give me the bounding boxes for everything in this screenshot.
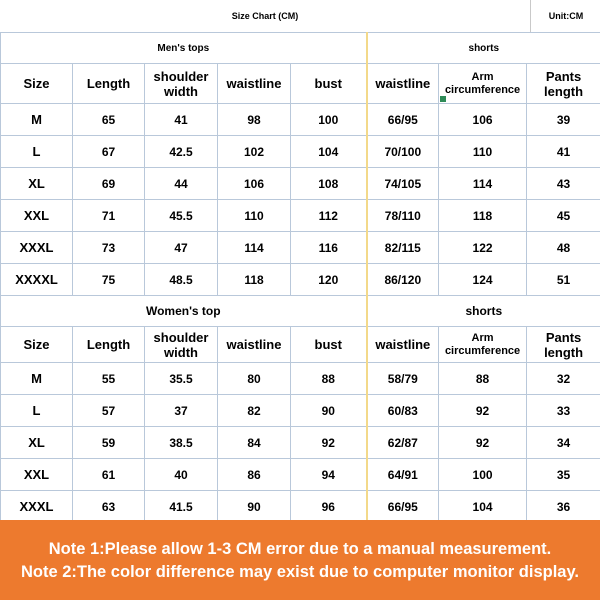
col-header-bust: bust [291,327,367,363]
table-cell: 100 [291,104,367,136]
col-header-shoulder-width: shoulder width [145,64,218,104]
col-header-waistline: waistline [218,327,291,363]
col-header-shoulder-width: shoulder width [145,327,218,363]
table-cell: 59 [73,427,145,459]
notes-banner [0,520,600,600]
table-cell: 51 [527,264,600,296]
table-cell: 39 [527,104,600,136]
table-cell: 69 [73,168,145,200]
table-cell: 48.5 [145,264,218,296]
col-header-bust: bust [291,64,367,104]
table-cell: 35.5 [145,363,218,395]
table-cell: 100 [439,459,527,491]
mens-header-row [1,64,600,104]
table-cell: 41 [145,104,218,136]
table-cell: 86 [218,459,291,491]
table-row [1,395,600,427]
table-cell: 90 [291,395,367,427]
table-cell: 44 [145,168,218,200]
table-cell: 66/95 [367,491,439,523]
table-cell: 38.5 [145,427,218,459]
table-cell: 90 [218,491,291,523]
header-corner-mark [440,96,446,102]
size-label: XXXL [1,491,73,523]
size-label: L [1,395,73,427]
table-cell: 88 [439,363,527,395]
size-label: XXL [1,200,73,232]
table-cell: 36 [527,491,600,523]
table-cell: 57 [73,395,145,427]
table-cell: 58/79 [367,363,439,395]
size-label: XXXL [1,232,73,264]
table-cell: 124 [439,264,527,296]
table-cell: 41 [527,136,600,168]
table-cell: 64/91 [367,459,439,491]
table-cell: 92 [439,395,527,427]
table-cell: 42.5 [145,136,218,168]
table-cell: 104 [439,491,527,523]
table-cell: 45.5 [145,200,218,232]
table-cell: 45 [527,200,600,232]
unit-label: Unit:CM [530,0,600,32]
table-row [1,168,600,200]
table-cell: 118 [439,200,527,232]
table-cell: 40 [145,459,218,491]
table-row [1,136,600,168]
table-cell: 65 [73,104,145,136]
col-header-size: Size [1,327,73,363]
table-cell: 116 [291,232,367,264]
table-cell: 73 [73,232,145,264]
table-cell: 120 [291,264,367,296]
size-label: M [1,363,73,395]
table-cell: 63 [73,491,145,523]
size-label: XXL [1,459,73,491]
table-cell: 96 [291,491,367,523]
table-cell: 92 [291,427,367,459]
table-cell: 112 [291,200,367,232]
table-cell: 104 [291,136,367,168]
col-header-arm-circumference: Arm circumference [439,64,527,104]
col-header-length: Length [73,327,145,363]
size-label: XXXXL [1,264,73,296]
table-cell: 102 [218,136,291,168]
size-label: L [1,136,73,168]
mens-shorts-section-title: shorts [367,33,600,64]
title-bar [0,0,600,33]
table-cell: 108 [291,168,367,200]
size-label: XL [1,427,73,459]
col-header-waistline: waistline [218,64,291,104]
table-cell: 118 [218,264,291,296]
table-cell: 35 [527,459,600,491]
womens-shorts-section-title: shorts [367,296,600,327]
table-cell: 62/87 [367,427,439,459]
table-cell: 67 [73,136,145,168]
col-header-pants-length: Pants length [527,327,600,363]
col-header-pants-length: Pants length [527,64,600,104]
table-row [1,459,600,491]
mens-size-table [0,32,600,296]
table-cell: 98 [218,104,291,136]
table-row [1,264,600,296]
table-cell: 82/115 [367,232,439,264]
table-row [1,491,600,523]
table-cell: 122 [439,232,527,264]
note-2: Note 2:The color difference may exist due to computer monitor display. [20,563,580,581]
table-cell: 47 [145,232,218,264]
chart-title: Size Chart (CM) [231,11,299,21]
table-cell: 34 [527,427,600,459]
table-cell: 86/120 [367,264,439,296]
size-label: XL [1,168,73,200]
womens-size-table [0,295,600,523]
table-cell: 61 [73,459,145,491]
table-cell: 71 [73,200,145,232]
table-cell: 43 [527,168,600,200]
table-cell: 33 [527,395,600,427]
table-cell: 110 [439,136,527,168]
mens-tops-section-title: Men's tops [1,33,367,64]
col-header-size: Size [1,64,73,104]
note-1: Note 1:Please allow 1-3 CM error due to a manual measurement. [48,540,552,558]
col-header-shorts-waistline: waistline [367,327,439,363]
table-cell: 41.5 [145,491,218,523]
table-row [1,232,600,264]
table-cell: 74/105 [367,168,439,200]
table-cell: 66/95 [367,104,439,136]
col-header-arm-circumference: Arm circumference [439,327,527,363]
table-row [1,104,600,136]
table-cell: 94 [291,459,367,491]
table-row [1,363,600,395]
table-cell: 114 [218,232,291,264]
table-row [1,427,600,459]
col-header-shorts-waistline: waistline [367,64,439,104]
table-cell: 55 [73,363,145,395]
table-cell: 78/110 [367,200,439,232]
table-cell: 110 [218,200,291,232]
size-label: M [1,104,73,136]
table-cell: 37 [145,395,218,427]
table-cell: 106 [218,168,291,200]
womens-header-row [1,327,600,363]
table-cell: 114 [439,168,527,200]
womens-top-section-title: Women's top [1,296,367,327]
table-cell: 48 [527,232,600,264]
table-cell: 80 [218,363,291,395]
table-cell: 82 [218,395,291,427]
table-cell: 88 [291,363,367,395]
table-cell: 60/83 [367,395,439,427]
table-cell: 84 [218,427,291,459]
table-row [1,200,600,232]
table-cell: 70/100 [367,136,439,168]
table-cell: 92 [439,427,527,459]
table-cell: 106 [439,104,527,136]
table-cell: 32 [527,363,600,395]
table-cell: 75 [73,264,145,296]
col-header-length: Length [73,64,145,104]
